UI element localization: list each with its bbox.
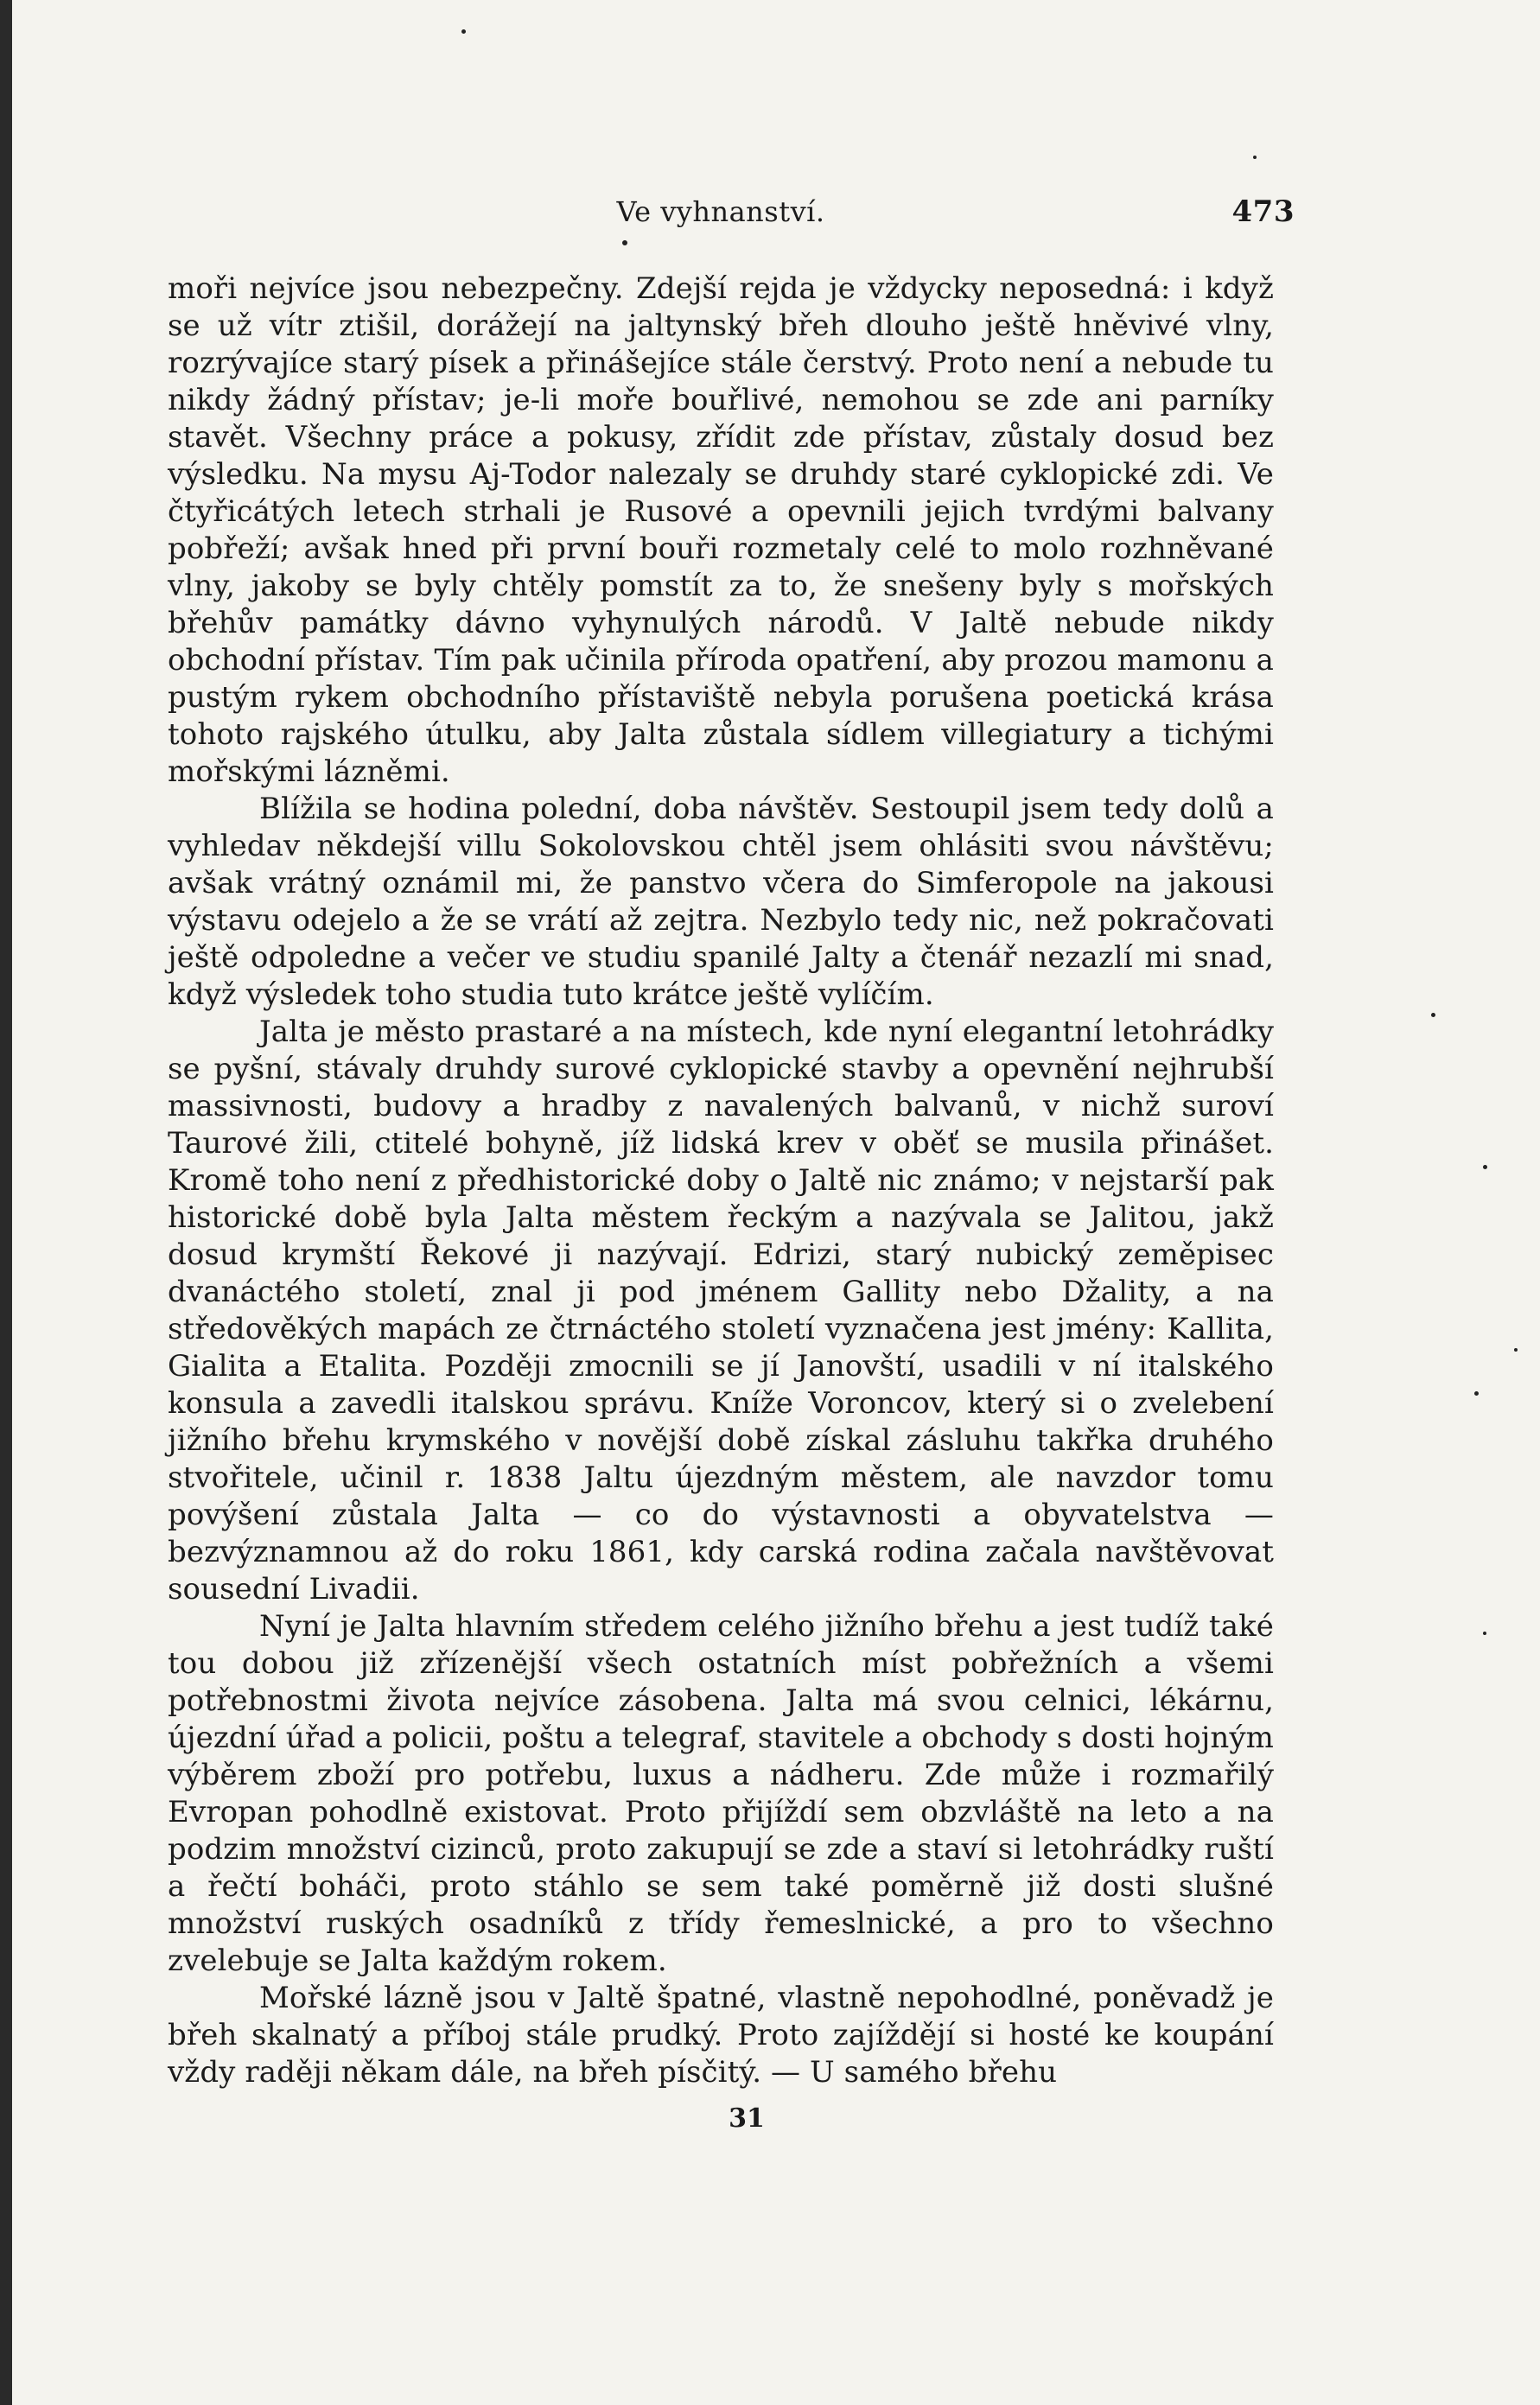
scanned-page xyxy=(12,0,1540,2405)
paragraph-3: Jalta je město prastaré a na místech, kde nyní elegantní letohrádky se pyšní, stávaly druhdy surové cyklopické stavby a opevnění nejhrubší massivnosti, budovy a hradby z navalených balvanů, v nichž suroví Taurové žili, ctitelé bohyně, jíž lidská krev v oběť se musila přinášet. Kromě toho není z předhistorické doby o Jaltě nic známo; v nejstarší pak historické době byla Jalta městem řeckým a nazývala se Jalitou, jakž dosud krymští Řekové ji nazývají. Edrizi, starý nubický zeměpisec dvanáctého století, znal ji pod jménem Gallity nebo Džality, a na středověkých mapách ze čtrnáctého století vyznačena jest jmény: Kallita, Gialita a Etalita. Později zmocnili se jí Janovští, usadili v ní italského konsula a zavedli italskou správu. Kníže Voroncov, který si o zvelebení jižního břehu krymského v novější době získal zásluhu takřka druhého stvořitele, učinil r. 1838 Jaltu újezdným městem, ale navzdor tomu povýšení zůstala Jalta — co do výstavnosti a obyvatelstva — bezvýznamnou až do roku 1861, kdy carská rodina začala navštěvovat sousední Livadii. xyxy=(168,1015,1274,1607)
running-head xyxy=(168,186,1295,238)
paragraph-5: Mořské lázně jsou v Jaltě špatné, vlastně nepohodlné, poněvadž je břeh skalnatý a příboj stále prudký. Proto zajíždějí si hosté ke koupání vždy raději někam dále, na břeh písčitý. — U samého břehu xyxy=(168,1981,1274,2090)
printer-signature: 31 xyxy=(729,2103,765,2134)
paragraph-4: Nyní je Jalta hlavním středem celého jižního břehu a jest tudíž také tou dobou již zřízenější všech ostatních míst pobřežních a všemi potřebnostmi života nejvíce zásobena. Jalta má svou celnici, lékárnu, újezdní úřad a policii, poštu a telegraf, stavitele a obchody s dosti hojným výběrem zboží pro potřebu, luxus a nádheru. Zde může i rozmařilý Evropan pohodlně existovat. Proto přijíždí sem obzvláště na leto a na podzim množství cizinců, proto zakupují se zde a staví si letohrádky ruští a řečtí boháči, proto stáhlo se sem také poměrně již dosti slušné množství ruských osadníků z třídy řemeslnické, a pro to všechno zvelebuje se Jalta každým rokem. xyxy=(168,1609,1274,1978)
paragraph-1: moři nejvíce jsou nebezpečny. Zdejší rejda je vždycky neposedná: i když se už vítr ztišil, dorážejí na jaltynský břeh dlouho ještě hněvivé vlny, rozrývajíce starý písek a přinášejíce stále čerstvý. Proto není a nebude tu nikdy žádný přístav; je-li moře bouřlivé, nemohou se zde ani parníky stavět. Všechny práce a pokusy, zřídit zde přístav, zůstaly dosud bez výsledku. Na mysu Aj-Todor nalezaly se druhdy staré cyklopické zdi. Ve čtyřicátých letech strhali je Rusové a opevnili jejich tvrdými balvany pobřeží; avšak hned při první bouři rozmetaly celé to molo rozhněvané vlny, jakoby se byly chtěly pomstít za to, že snešeny byly s mořských břehův památky dávno vyhynulých národů. V Jaltě nebude nikdy obchodní přístav. Tím pak učinila příroda opatření, aby prozou mamonu a pustým rykem obchodního přístaviště nebyla porušena poetická krása tohoto rajského útulku, aby Jalta zůstala sídlem villegiatury a tichými mořskými lázněmi. xyxy=(168,271,1274,789)
paragraph-2: Blížila se hodina polední, doba návštěv. Sestoupil jsem tedy dolů a vyhledav někdejší villu Sokolovskou chtěl jsem ohlásiti svou návštěvu; avšak vrátný oznámil mi, že panstvo včera do Simferopole na jakousi výstavu odejelo a že se vrátí až zejtra. Nezbylo tedy nic, než pokračovati ještě odpoledne a večer ve studiu spanilé Jalty a čtenář nezazlí mi snad, když výsledek toho studia tuto krátce ještě vylíčím. xyxy=(168,792,1274,1012)
page-number: 473 xyxy=(1231,194,1295,229)
book-page xyxy=(168,186,1295,2134)
body-text xyxy=(168,270,1274,2091)
running-title: Ve vyhnanství. xyxy=(616,195,825,228)
